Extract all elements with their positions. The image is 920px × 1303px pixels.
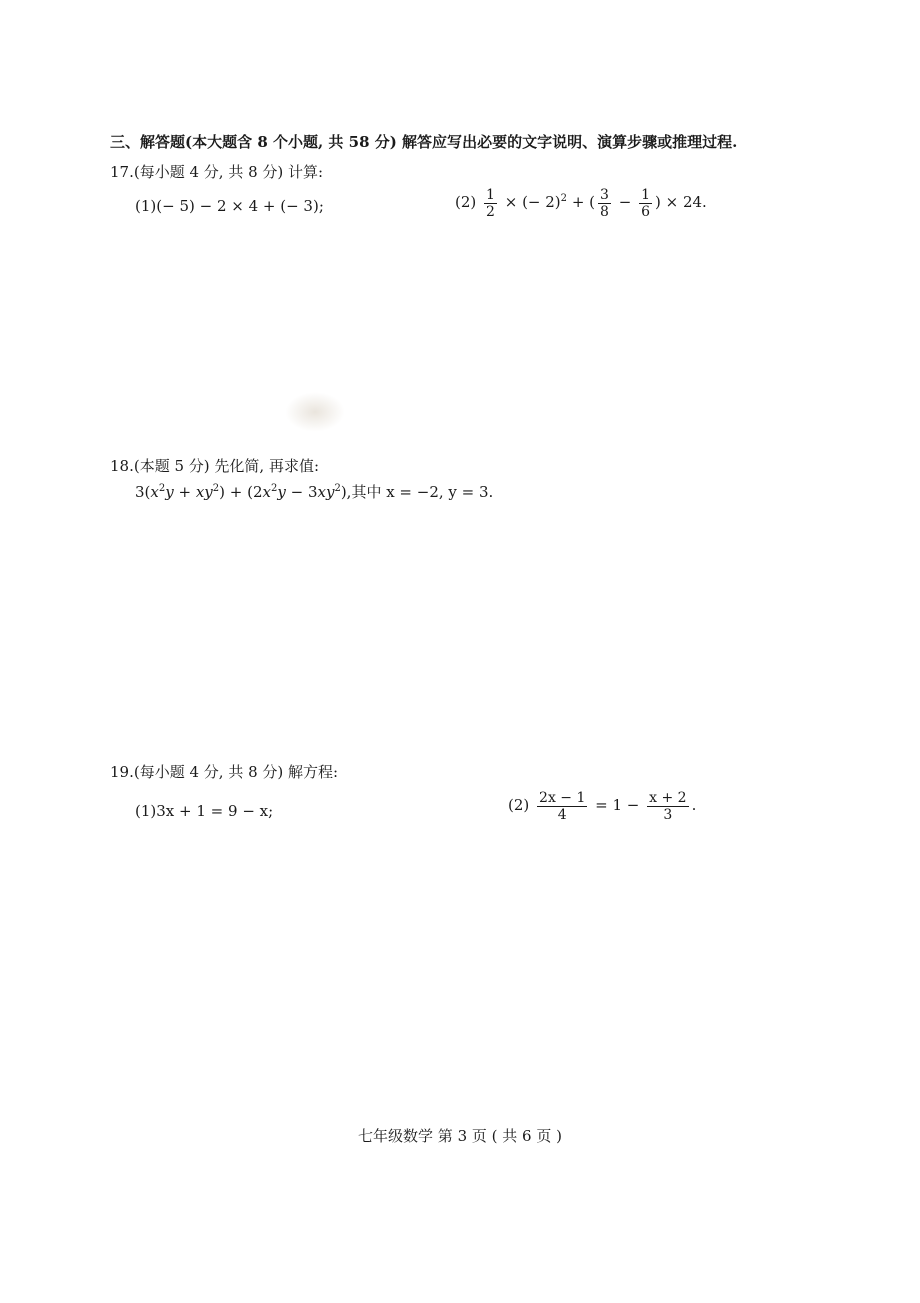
q18-exp: 2 — [270, 483, 278, 494]
q17-part2-fraction-3 — [639, 187, 652, 220]
q18-expr-part: ), — [340, 483, 352, 501]
q18-expr-part: 3( — [135, 483, 151, 501]
q19-part2-fraction-1 — [537, 790, 587, 823]
fraction-denominator: 8 — [600, 203, 609, 220]
q18-op: + — [173, 483, 196, 501]
page-footer: 七年级数学 第 3 页 ( 共 6 页 ) — [358, 1127, 562, 1145]
q19-part2-eq: = 1 − — [595, 796, 640, 814]
q18-expr-part: ) + (2 — [219, 483, 263, 501]
q19-part1-expr: 3x + 1 = 9 − x; — [156, 802, 274, 820]
q17-part2-label: (2) — [455, 193, 477, 211]
q18-expression — [135, 482, 493, 502]
q18-var-xy: xy — [195, 483, 213, 501]
fraction-denominator: 3 — [663, 806, 673, 823]
fraction-denominator: 6 — [641, 203, 650, 220]
q17-part1-label: (1) — [135, 197, 157, 215]
fraction-numerator: 1 — [486, 186, 495, 203]
section-header: 三、解答题(本大题含 8 个小题, 共 58 分) 解答应写出必要的文字说明、演算步骤或推理过程. — [110, 133, 738, 151]
q17-stem: 17.(每小题 4 分, 共 8 分) 计算: — [110, 163, 324, 181]
q17-part1 — [135, 196, 324, 216]
q19-part1-label: (1) — [135, 802, 157, 820]
q18-var-y: y — [277, 483, 286, 501]
q17-part2-term: × (− 2) — [504, 193, 561, 211]
q18-exp: 2 — [212, 483, 220, 494]
q18-var-x: x — [262, 483, 271, 501]
q19-part2-label: (2) — [508, 796, 530, 814]
q17-part2-minus: − — [618, 193, 632, 211]
q18-op: − 3 — [285, 483, 318, 501]
fraction-numerator: x + 2 — [649, 789, 687, 806]
q18-exp: 2 — [158, 483, 166, 494]
q19-part2-fraction-2 — [647, 790, 688, 823]
q19-stem: 19.(每小题 4 分, 共 8 分) 解方程: — [110, 763, 339, 781]
fraction-denominator: 4 — [557, 806, 567, 823]
scan-smudge — [285, 392, 345, 432]
q17-part2-plus: + ( — [571, 193, 596, 211]
q19-part1 — [135, 801, 273, 821]
q18-stem: 18.(本题 5 分) 先化简, 再求值: — [110, 457, 319, 475]
q17-part2-exponent: 2 — [560, 193, 568, 204]
q17-part1-expr: (− 5) − 2 × 4 + (− 3); — [156, 197, 324, 215]
q18-exp: 2 — [334, 483, 341, 494]
q18-var-x: x — [150, 483, 159, 501]
q19-part2 — [508, 786, 696, 824]
fraction-numerator: 1 — [641, 186, 650, 203]
fraction-denominator: 2 — [486, 203, 495, 220]
q17-part2-tail: ) × 24. — [655, 193, 707, 211]
fraction-numerator: 3 — [600, 186, 609, 203]
q17-part2-fraction-1 — [484, 187, 497, 220]
q18-var-y: y — [165, 483, 174, 501]
q19-part2-tail: . — [691, 796, 697, 814]
q18-condition: 其中 x = −2, y = 3. — [351, 483, 494, 501]
q18-var-xy: xy — [317, 483, 335, 501]
q17-part2 — [455, 184, 707, 220]
fraction-numerator: 2x − 1 — [539, 789, 586, 806]
q17-part2-fraction-2 — [598, 187, 611, 220]
